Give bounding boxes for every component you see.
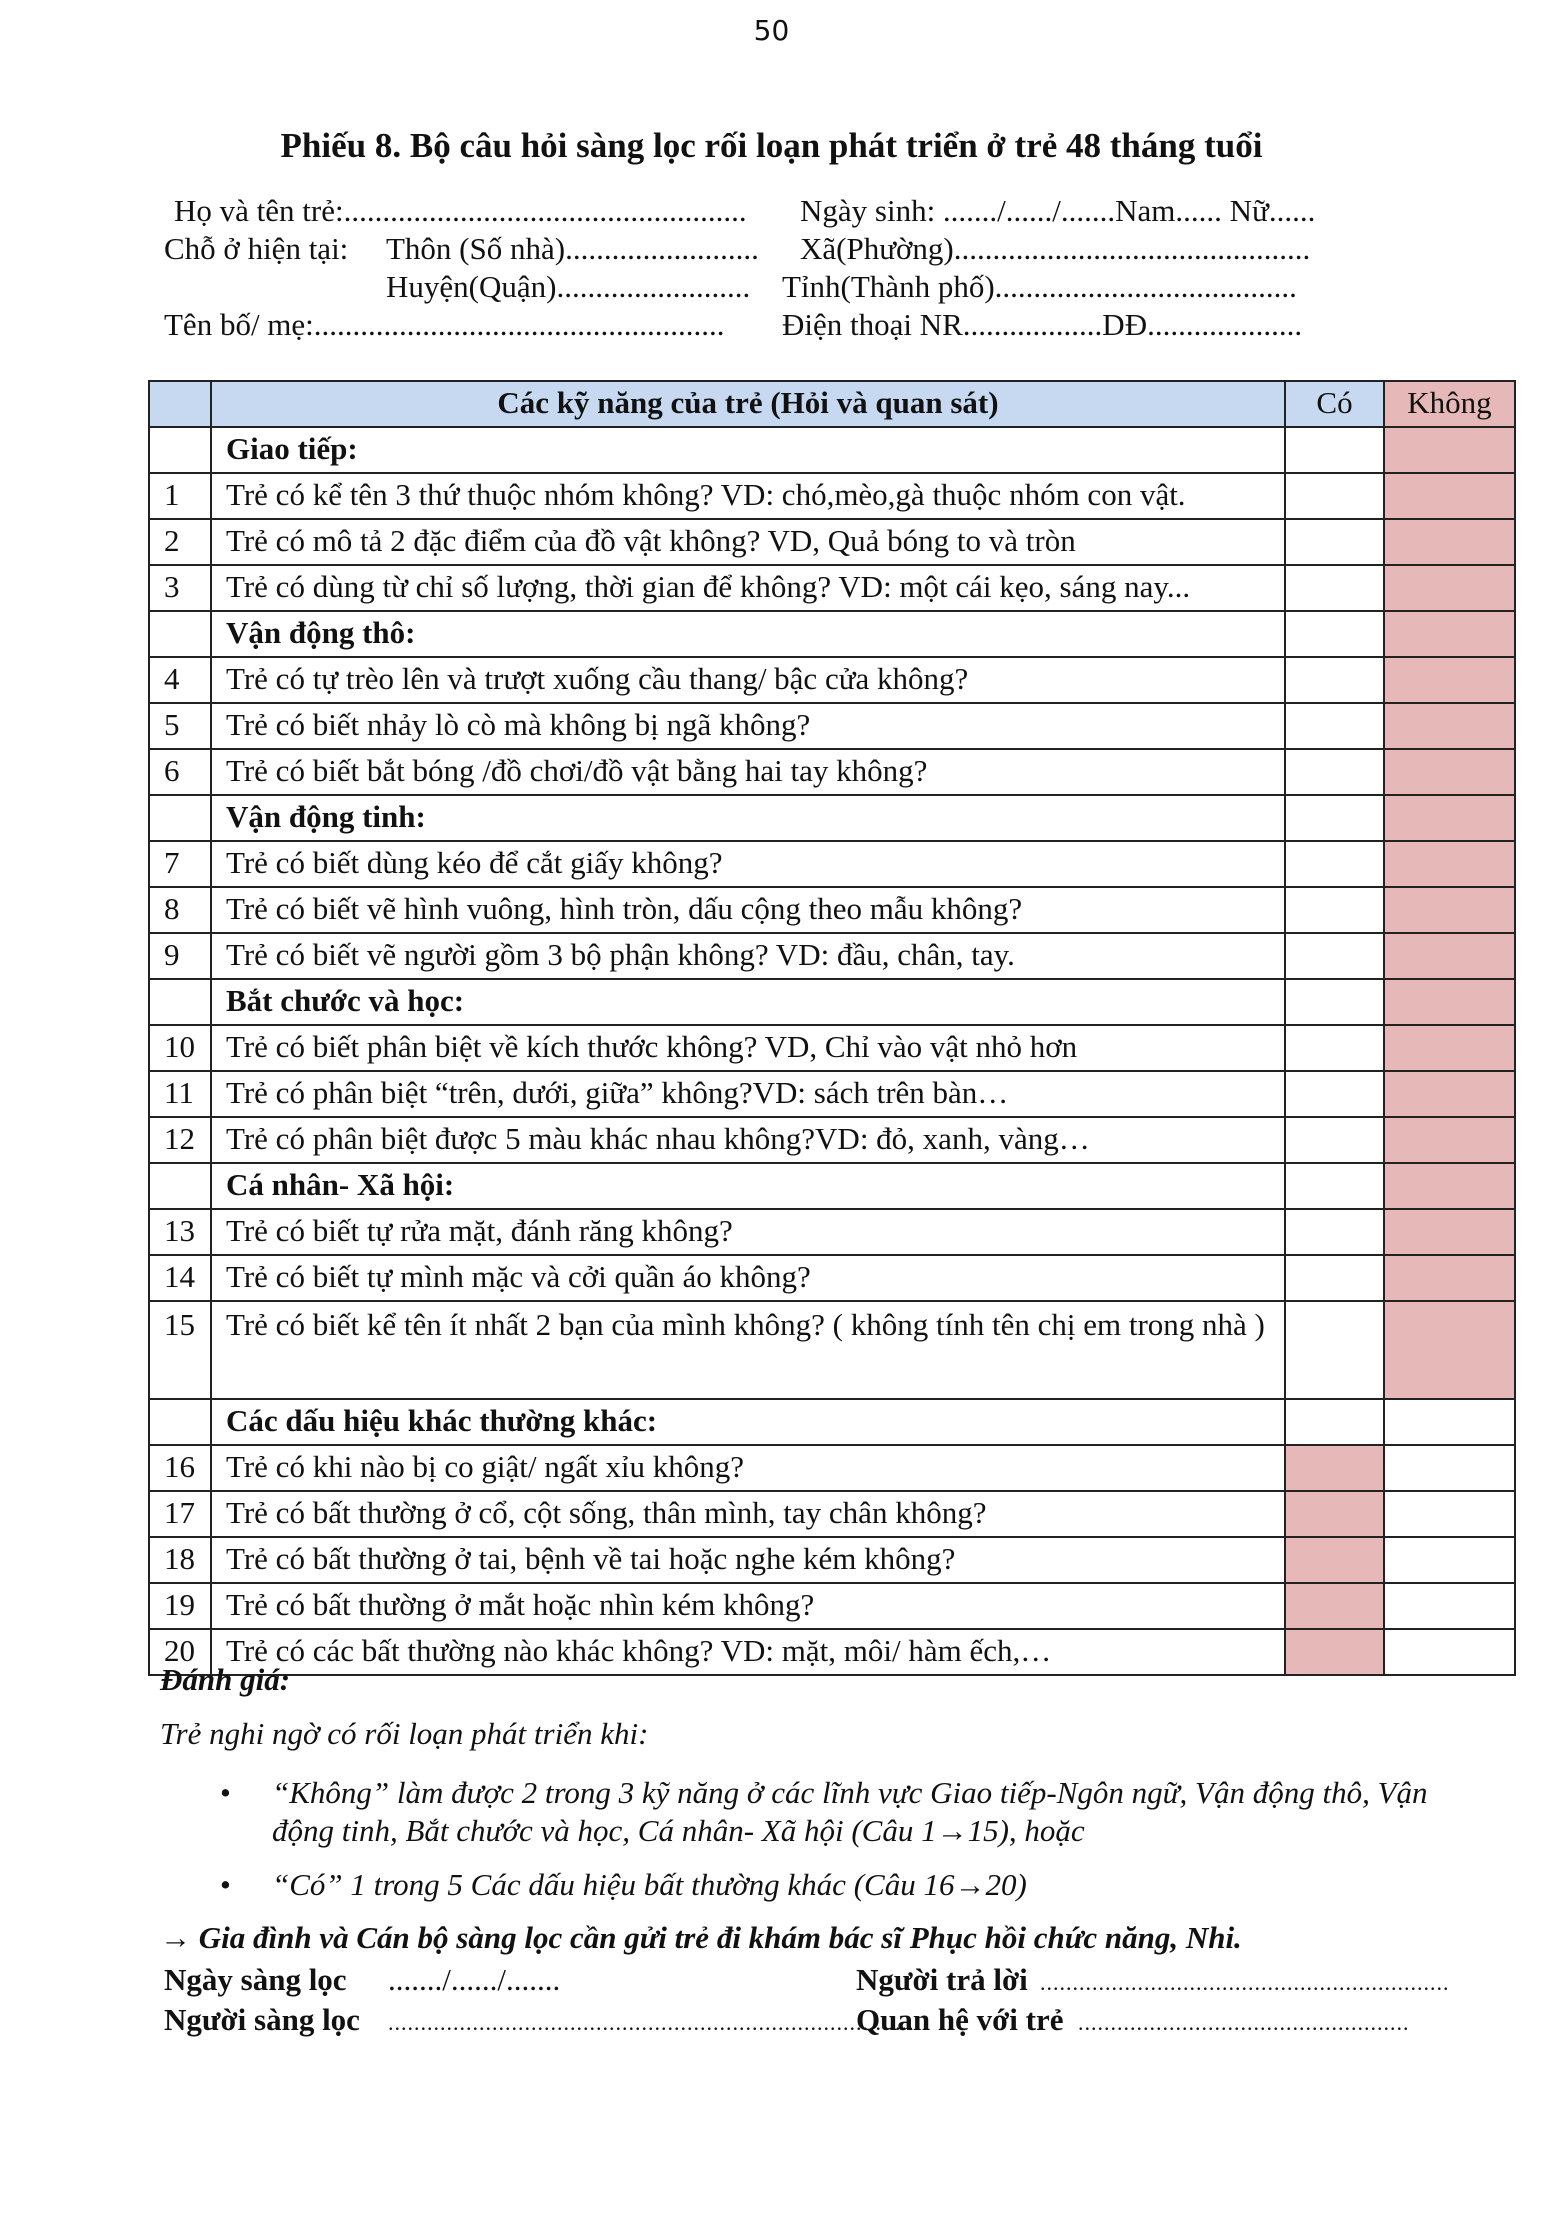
- row-number: 4: [149, 657, 211, 703]
- no-cell[interactable]: [1384, 1025, 1515, 1071]
- assessment-intro: Trẻ nghi ngờ có rối loạn phát triển khi:: [160, 1716, 649, 1751]
- question-text: Trẻ có biết dùng kéo để cắt giấy không?: [211, 841, 1285, 887]
- table-row: [149, 1117, 1515, 1163]
- question-text: Trẻ có bất thường ở tai, bệnh về tai hoặc nghe kém không?: [211, 1537, 1285, 1583]
- no-cell: [1384, 1399, 1515, 1445]
- yes-cell[interactable]: [1285, 749, 1384, 795]
- no-cell: [1384, 611, 1515, 657]
- yes-cell[interactable]: [1285, 1491, 1384, 1537]
- no-cell: [1384, 427, 1515, 473]
- question-text: Trẻ có biết bắt bóng /đồ chơi/đồ vật bằng hai tay không?: [211, 749, 1285, 795]
- assessment-bullet: [160, 1774, 1460, 1850]
- question-text: Trẻ có khi nào bị co giật/ ngất xỉu không?: [211, 1445, 1285, 1491]
- no-cell[interactable]: [1384, 657, 1515, 703]
- no-cell[interactable]: [1384, 565, 1515, 611]
- yes-cell[interactable]: [1285, 1025, 1384, 1071]
- section-row: [149, 611, 1515, 657]
- no-cell: [1384, 1163, 1515, 1209]
- question-text: Trẻ có biết kể tên ít nhất 2 bạn của mình không? ( không tính tên chị em trong nhà ): [211, 1301, 1285, 1399]
- question-text: Trẻ có bất thường ở cổ, cột sống, thân mình, tay chân không?: [211, 1491, 1285, 1537]
- village-field[interactable]: Thôn (Số nhà).........................: [386, 231, 759, 266]
- yes-cell[interactable]: [1285, 1071, 1384, 1117]
- table-row: [149, 933, 1515, 979]
- commune-field[interactable]: Xã(Phường)..............................................: [800, 231, 1311, 266]
- respondent-field[interactable]: ...............................................................: [1040, 1970, 1450, 1995]
- respondent-label: Người trả lời: [856, 1962, 1028, 1997]
- question-text: Trẻ có tự trèo lên và trượt xuống cầu thang/ bậc cửa không?: [211, 657, 1285, 703]
- yes-cell: [1285, 1399, 1384, 1445]
- no-cell[interactable]: [1384, 1491, 1515, 1537]
- bullet-text: “Không” làm được 2 trong 3 kỹ năng ở các lĩnh vực Giao tiếp-Ngôn ngữ, Vận động thô, Vận động tinh, Bắt chước và học, Cá nhân- Xã hội (Câu 1→15), hoặc: [272, 1775, 1428, 1848]
- yes-cell[interactable]: [1285, 1301, 1384, 1399]
- question-text: Trẻ có biết phân biệt về kích thước không? VD, Chỉ vào vật nhỏ hơn: [211, 1025, 1285, 1071]
- screening-date-field[interactable]: ......./....../.......: [388, 1962, 561, 1997]
- row-number: 13: [149, 1209, 211, 1255]
- table-row: [149, 1071, 1515, 1117]
- yes-cell[interactable]: [1285, 887, 1384, 933]
- yes-cell: [1285, 1163, 1384, 1209]
- referral-note: → Gia đình và Cán bộ sàng lọc cần gửi trẻ đi khám bác sĩ Phục hồi chức năng, Nhi.: [160, 1920, 1242, 1955]
- row-number: 8: [149, 887, 211, 933]
- row-number: 16: [149, 1445, 211, 1491]
- form-title: Phiếu 8. Bộ câu hỏi sàng lọc rối loạn phát triển ở trẻ 48 tháng tuổi: [280, 126, 1263, 165]
- yes-cell[interactable]: [1285, 1117, 1384, 1163]
- yes-cell[interactable]: [1285, 1445, 1384, 1491]
- section-number: [149, 1399, 211, 1445]
- yes-cell[interactable]: [1285, 657, 1384, 703]
- yes-cell: [1285, 979, 1384, 1025]
- birth-date-field[interactable]: Ngày sinh: ......./....../.......Nam...... Nữ......: [800, 193, 1316, 228]
- question-text: Trẻ có biết tự rửa mặt, đánh răng không?: [211, 1209, 1285, 1255]
- yes-cell: [1285, 427, 1384, 473]
- section-label: Các dấu hiệu khác thường khác:: [211, 1399, 1285, 1445]
- table-row: [149, 1445, 1515, 1491]
- yes-cell[interactable]: [1285, 933, 1384, 979]
- no-cell[interactable]: [1384, 1209, 1515, 1255]
- row-number: 9: [149, 933, 211, 979]
- row-number: 17: [149, 1491, 211, 1537]
- section-label: Giao tiếp:: [211, 427, 1285, 473]
- question-text: Trẻ có mô tả 2 đặc điểm của đồ vật không? VD, Quả bóng to và tròn: [211, 519, 1285, 565]
- no-cell[interactable]: [1384, 841, 1515, 887]
- no-cell[interactable]: [1384, 1583, 1515, 1629]
- yes-cell[interactable]: [1285, 1255, 1384, 1301]
- parent-name-field[interactable]: Tên bố/ mẹ:.....................................................: [164, 307, 725, 342]
- table-row: [149, 1255, 1515, 1301]
- page-number: 50: [753, 14, 790, 47]
- yes-cell[interactable]: [1285, 565, 1384, 611]
- assessment-heading: Đánh giá:: [160, 1662, 291, 1697]
- row-number: 14: [149, 1255, 211, 1301]
- question-text: Trẻ có bất thường ở mắt hoặc nhìn kém không?: [211, 1583, 1285, 1629]
- no-cell[interactable]: [1384, 519, 1515, 565]
- table-row: [149, 1209, 1515, 1255]
- no-cell[interactable]: [1384, 1117, 1515, 1163]
- section-label: Vận động thô:: [211, 611, 1285, 657]
- assessment-bullet: [160, 1866, 1460, 1904]
- section-row: [149, 427, 1515, 473]
- screening-table: [148, 380, 1516, 1676]
- no-cell[interactable]: [1384, 887, 1515, 933]
- question-text: Trẻ có biết vẽ người gồm 3 bộ phận không? VD: đầu, chân, tay.: [211, 933, 1285, 979]
- table-row: [149, 749, 1515, 795]
- yes-cell[interactable]: [1285, 1209, 1384, 1255]
- question-text: Trẻ có các bất thường nào khác không? VD: mặt, môi/ hàm ếch,…: [211, 1629, 1285, 1675]
- bullet-icon: •: [220, 1775, 231, 1810]
- header-yes: Có: [1285, 381, 1384, 427]
- screener-label: Người sàng lọc: [164, 2002, 360, 2037]
- section-number: [149, 611, 211, 657]
- no-cell: [1384, 795, 1515, 841]
- district-field[interactable]: Huyện(Quận).........................: [386, 269, 751, 304]
- table-header-row: [149, 381, 1515, 427]
- header-no: Không: [1384, 381, 1515, 427]
- row-number: 20: [149, 1629, 211, 1675]
- bullet-icon: •: [220, 1867, 231, 1902]
- section-label: Bắt chước và học:: [211, 979, 1285, 1025]
- row-number: 19: [149, 1583, 211, 1629]
- question-text: Trẻ có biết tự mình mặc và cởi quần áo không?: [211, 1255, 1285, 1301]
- table-row: [149, 1025, 1515, 1071]
- table-row: [149, 1583, 1515, 1629]
- table-row: [149, 473, 1515, 519]
- section-number: [149, 427, 211, 473]
- address-label: Chỗ ở hiện tại:: [164, 231, 349, 266]
- header-skills: Các kỹ năng của trẻ (Hỏi và quan sát): [211, 381, 1285, 427]
- row-number: 5: [149, 703, 211, 749]
- question-text: Trẻ có kể tên 3 thứ thuộc nhóm không? VD: chó,mèo,gà thuộc nhóm con vật.: [211, 473, 1285, 519]
- no-cell[interactable]: [1384, 1255, 1515, 1301]
- yes-cell[interactable]: [1285, 473, 1384, 519]
- section-label: Vận động tinh:: [211, 795, 1285, 841]
- row-number: 11: [149, 1071, 211, 1117]
- question-text: Trẻ có dùng từ chỉ số lượng, thời gian để không? VD: một cái kẹo, sáng nay...: [211, 565, 1285, 611]
- no-cell[interactable]: [1384, 1445, 1515, 1491]
- yes-cell[interactable]: [1285, 519, 1384, 565]
- section-number: [149, 795, 211, 841]
- table-row: [149, 1537, 1515, 1583]
- row-number: 15: [149, 1301, 211, 1399]
- table-row: [149, 1491, 1515, 1537]
- signature-block: [160, 1962, 1450, 2042]
- province-field[interactable]: Tỉnh(Thành phố).......................................: [782, 269, 1297, 304]
- no-cell[interactable]: [1384, 1301, 1515, 1399]
- row-number: 12: [149, 1117, 211, 1163]
- yes-cell[interactable]: [1285, 1537, 1384, 1583]
- table-row: [149, 657, 1515, 703]
- yes-cell[interactable]: [1285, 841, 1384, 887]
- screening-date-label: Ngày sàng lọc: [164, 1962, 347, 1997]
- section-row: [149, 979, 1515, 1025]
- yes-cell[interactable]: [1285, 1583, 1384, 1629]
- section-row: [149, 1163, 1515, 1209]
- table-row: [149, 565, 1515, 611]
- child-info-block: [160, 192, 1380, 344]
- question-text: Trẻ có biết nhảy lò cò mà không bị ngã không?: [211, 703, 1285, 749]
- section-number: [149, 979, 211, 1025]
- question-text: Trẻ có phân biệt “trên, dưới, giữa” không?VD: sách trên bàn…: [211, 1071, 1285, 1117]
- no-cell[interactable]: [1384, 933, 1515, 979]
- no-cell[interactable]: [1384, 1071, 1515, 1117]
- section-row: [149, 1399, 1515, 1445]
- section-row: [149, 795, 1515, 841]
- yes-cell: [1285, 611, 1384, 657]
- table-row: [149, 703, 1515, 749]
- row-number: 7: [149, 841, 211, 887]
- table-row: [149, 519, 1515, 565]
- yes-cell[interactable]: [1285, 703, 1384, 749]
- relation-field[interactable]: ...................................................: [1078, 2010, 1410, 2035]
- child-name-field[interactable]: Họ và tên trẻ:....................................................: [174, 193, 747, 228]
- row-number: 2: [149, 519, 211, 565]
- no-cell[interactable]: [1384, 1537, 1515, 1583]
- header-number: [149, 381, 211, 427]
- row-number: 3: [149, 565, 211, 611]
- section-number: [149, 1163, 211, 1209]
- phone-field[interactable]: Điện thoại NR..................DĐ....................: [782, 307, 1303, 342]
- question-text: Trẻ có phân biệt được 5 màu khác nhau không?VD: đỏ, xanh, vàng…: [211, 1117, 1285, 1163]
- table-row: [149, 1301, 1515, 1399]
- no-cell[interactable]: [1384, 473, 1515, 519]
- question-text: Trẻ có biết vẽ hình vuông, hình tròn, dấu cộng theo mẫu không?: [211, 887, 1285, 933]
- section-label: Cá nhân- Xã hội:: [211, 1163, 1285, 1209]
- row-number: 10: [149, 1025, 211, 1071]
- yes-cell: [1285, 795, 1384, 841]
- bullet-text: “Có” 1 trong 5 Các dấu hiệu bất thường khác (Câu 16→20): [272, 1867, 1027, 1902]
- table-row: [149, 841, 1515, 887]
- no-cell: [1384, 979, 1515, 1025]
- row-number: 6: [149, 749, 211, 795]
- screener-field[interactable]: ..................................................................................: [388, 2010, 921, 2035]
- row-number: 18: [149, 1537, 211, 1583]
- relation-label: Quan hệ với trẻ: [856, 2002, 1064, 2037]
- no-cell[interactable]: [1384, 749, 1515, 795]
- assessment-section: [160, 1662, 1460, 1904]
- row-number: 1: [149, 473, 211, 519]
- no-cell[interactable]: [1384, 703, 1515, 749]
- table-row: [149, 887, 1515, 933]
